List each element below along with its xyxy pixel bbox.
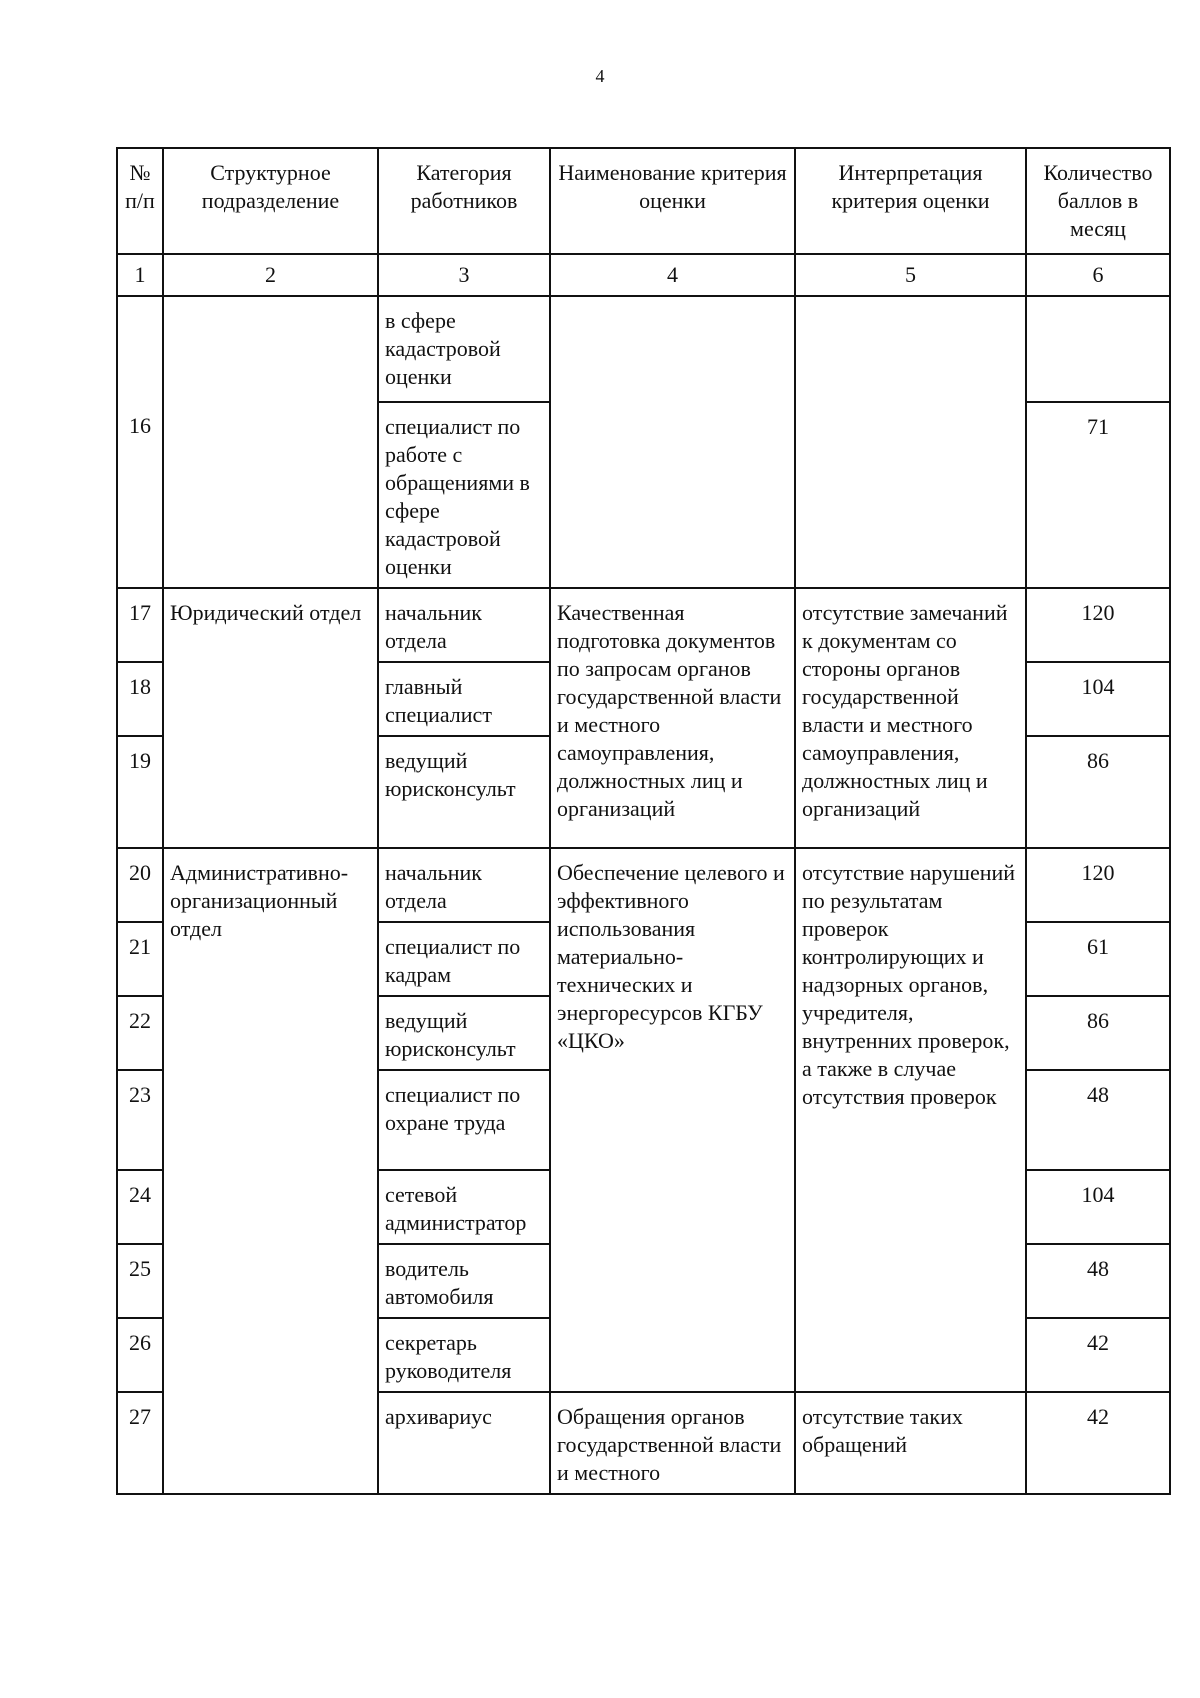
category-cell: в сфере кадастровой оценки: [378, 296, 550, 402]
column-number: 5: [795, 254, 1026, 296]
column-number: 6: [1026, 254, 1170, 296]
page-number: 4: [595, 66, 605, 86]
points-cell: 104: [1026, 1170, 1170, 1244]
interpretation-cell: [795, 296, 1026, 588]
criterion-cell: Качественная подготовка документов по запросам органов государственной власти и местного самоуправления, должностных лиц и организаций: [550, 588, 795, 848]
points-cell: 86: [1026, 996, 1170, 1070]
category-cell: специалист по кадрам: [378, 922, 550, 996]
row-number-cell: 25: [117, 1244, 163, 1318]
category-cell: секретарь руководителя: [378, 1318, 550, 1392]
row-number-cell: 21: [117, 922, 163, 996]
department-cell: Административно-организационный отдел: [163, 848, 378, 1494]
header-interpretation: Интерпретация критерия оценки: [795, 148, 1026, 254]
points-cell: 86: [1026, 736, 1170, 848]
column-number: 1: [117, 254, 163, 296]
criterion-cell: [550, 296, 795, 588]
column-number: 4: [550, 254, 795, 296]
header-category: Категория работников: [378, 148, 550, 254]
points-cell: 120: [1026, 848, 1170, 922]
category-cell: водитель автомобиля: [378, 1244, 550, 1318]
points-cell: 48: [1026, 1244, 1170, 1318]
points-cell: 42: [1026, 1318, 1170, 1392]
header-num: № п/п: [117, 148, 163, 254]
category-cell: ведущий юрисконсульт: [378, 996, 550, 1070]
interpretation-cell: отсутствие нарушений по результатам проверок контролирующих и надзорных органов, учредителя, внутренних проверок, а также в случае отсутствия проверок: [795, 848, 1026, 1392]
interpretation-cell: отсутствие замечаний к документам со стороны органов государственной власти и местного самоуправления, должностных лиц и организаций: [795, 588, 1026, 848]
points-cell: 120: [1026, 588, 1170, 662]
points-cell: 42: [1026, 1392, 1170, 1494]
row-number-cell: 18: [117, 662, 163, 736]
table-row: [117, 296, 1170, 402]
points-cell: 104: [1026, 662, 1170, 736]
category-cell: главный специалист: [378, 662, 550, 736]
row-number-cell: 16: [117, 402, 163, 588]
table-row: [117, 588, 1170, 662]
column-numbers-row: [117, 254, 1170, 296]
category-cell: специалист по работе с обращениями в сфере кадастровой оценки: [378, 402, 550, 588]
row-number-cell: 17: [117, 588, 163, 662]
row-number-cell: 26: [117, 1318, 163, 1392]
header-points: Количество баллов в месяц: [1026, 148, 1170, 254]
row-number-cell: [117, 296, 163, 402]
department-cell: Юридический отдел: [163, 588, 378, 848]
points-cell: 71: [1026, 402, 1170, 588]
criterion-cell: Обращения органов государственной власти и местного: [550, 1392, 795, 1494]
row-number-cell: 24: [117, 1170, 163, 1244]
criteria-table: [116, 147, 1171, 1495]
department-cell: [163, 296, 378, 588]
header-department: Структурное подразделение: [163, 148, 378, 254]
criterion-cell: Обеспечение целевого и эффективного использования материально-технических и энергоресурсов КГБУ «ЦКО»: [550, 848, 795, 1392]
row-number-cell: 19: [117, 736, 163, 848]
column-number: 2: [163, 254, 378, 296]
table-header-row: [117, 148, 1170, 254]
row-number-cell: 23: [117, 1070, 163, 1170]
category-cell: архивариус: [378, 1392, 550, 1494]
row-number-cell: 27: [117, 1392, 163, 1494]
points-cell: 48: [1026, 1070, 1170, 1170]
points-cell: 61: [1026, 922, 1170, 996]
category-cell: сетевой администратор: [378, 1170, 550, 1244]
category-cell: начальник отдела: [378, 848, 550, 922]
points-cell: [1026, 296, 1170, 402]
header-criterion: Наименование критерия оценки: [550, 148, 795, 254]
category-cell: специалист по охране труда: [378, 1070, 550, 1170]
category-cell: ведущий юрисконсульт: [378, 736, 550, 848]
table-row: [117, 848, 1170, 922]
interpretation-cell: отсутствие таких обращений: [795, 1392, 1026, 1494]
category-cell: начальник отдела: [378, 588, 550, 662]
row-number-cell: 22: [117, 996, 163, 1070]
row-number-cell: 20: [117, 848, 163, 922]
column-number: 3: [378, 254, 550, 296]
